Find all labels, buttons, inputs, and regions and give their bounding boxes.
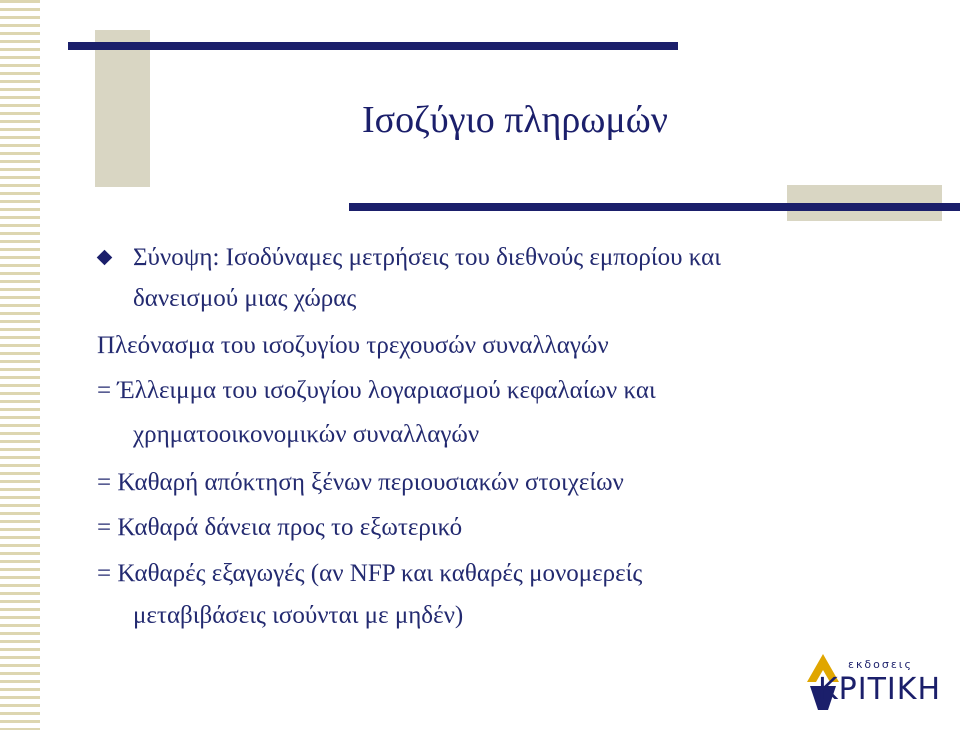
logo-name: ΚΡΙΤΙΚΗ xyxy=(818,672,942,707)
equation-line-5a: = Καθαρές εξαγωγές (αν NFP και καθαρές μονομερείς xyxy=(97,560,643,587)
equation-line-3: = Καθαρή απόκτηση ξένων περιουσιακών στοιχείων xyxy=(97,469,624,496)
equation-line-2b: χρηματοοικονομικών συναλλαγών xyxy=(133,421,480,448)
equation-line-5b: μεταβιβάσεις ισούνται με μηδέν) xyxy=(133,602,464,629)
diamond-bullet-icon xyxy=(97,250,113,266)
bullet-text-line-1: Σύνοψη: Ισοδύναμες μετρήσεις του διεθνούς εμπορίου και xyxy=(133,244,721,271)
bullet-text-line-2: δανεισμού μιας χώρας xyxy=(133,285,357,312)
slide-title: Ισοζύγιο πληρωμών xyxy=(362,99,668,141)
equation-line-2a: = Έλλειμμα του ισοζυγίου λογαριασμού κεφαλαίων και xyxy=(97,377,656,404)
equation-line-4: = Καθαρά δάνεια προς το εξωτερικό xyxy=(97,514,463,541)
publisher-logo xyxy=(806,652,946,714)
equation-line-1: Πλεόνασμα του ισοζυγίου τρεχουσών συναλλαγών xyxy=(97,332,609,359)
logo-subtitle: εκδοσεις xyxy=(848,658,913,671)
